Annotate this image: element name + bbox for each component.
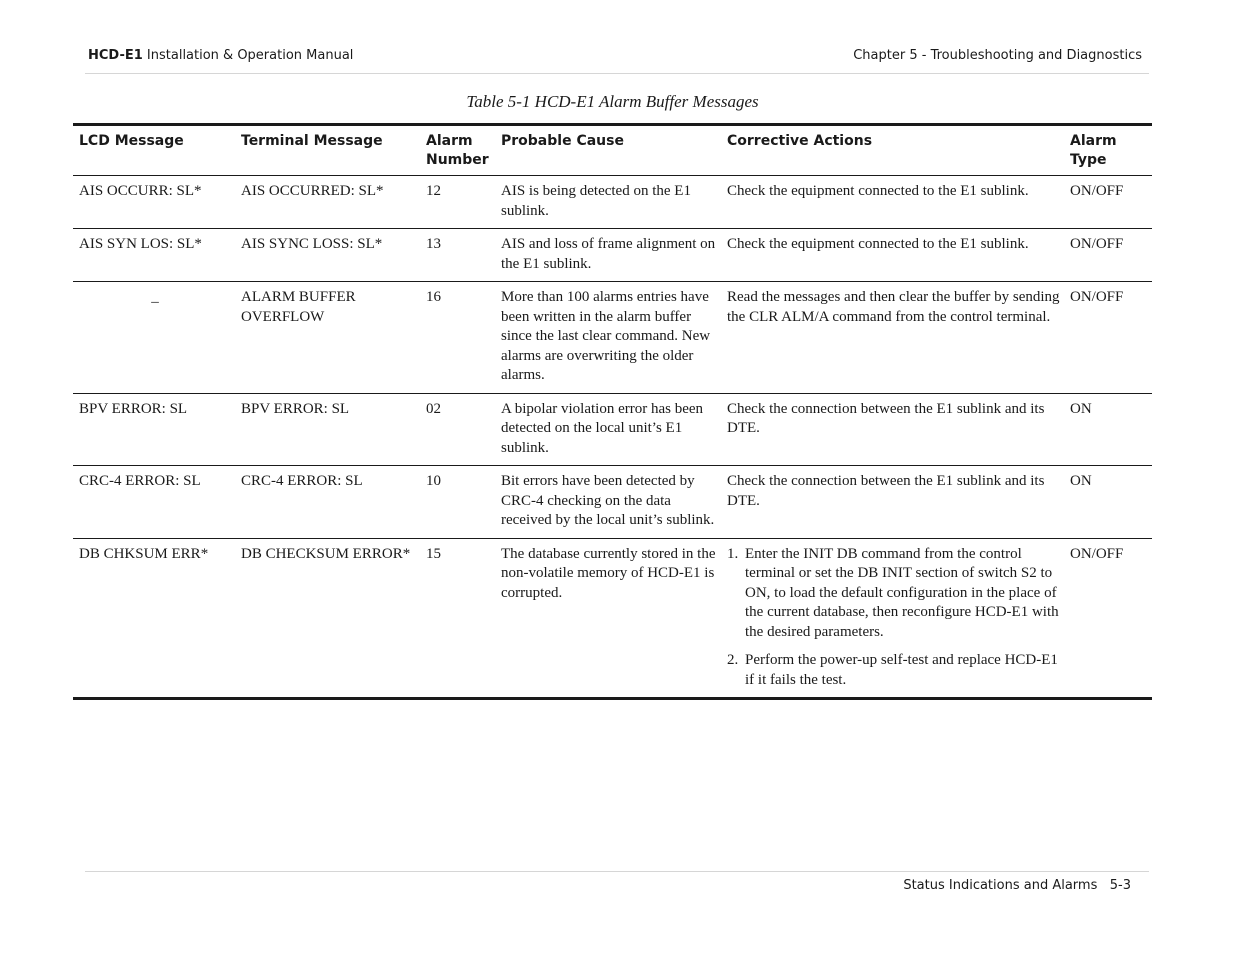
page-number: 5-3 xyxy=(1109,878,1131,893)
terminal-message: BPV ERROR: SL xyxy=(241,400,350,417)
column-header-terminal: Terminal Message xyxy=(241,133,383,149)
alarm-table-container xyxy=(73,123,1152,700)
alarm-type: ON/OFF xyxy=(1070,183,1124,199)
lcd-message: BPV ERROR: SL xyxy=(79,400,188,417)
corrective-action: Check the equipment connected to the E1 sublink. xyxy=(727,236,1029,252)
table-row xyxy=(73,393,1152,466)
table-row xyxy=(73,466,1152,539)
alarm-number: 15 xyxy=(426,545,441,562)
manual-title: Installation & Operation Manual xyxy=(146,48,354,63)
header-divider xyxy=(85,73,1149,74)
page-footer xyxy=(903,878,1131,893)
lcd-message: AIS SYN LOS: SL* xyxy=(79,236,202,252)
corrective-action: Check the connection between the E1 sublink and its DTE. xyxy=(727,473,1045,509)
column-header-type: Alarm Type xyxy=(1070,133,1117,168)
probable-cause: More than 100 alarms entries have been written in the alarm buffer since the last clear command. New alarms are overwriting the older alarms. xyxy=(501,289,711,383)
alarm-type: ON/OFF xyxy=(1070,289,1124,305)
lcd-message: CRC-4 ERROR: SL xyxy=(79,473,201,489)
terminal-message: AIS OCCURRED: SL* xyxy=(241,183,384,199)
action-step xyxy=(727,651,1060,690)
probable-cause: A bipolar violation error has been detected on the local unit’s E1 sublink. xyxy=(501,400,704,456)
column-header-lcd: LCD Message xyxy=(79,133,184,149)
lcd-message: _ xyxy=(151,289,159,305)
column-header-number: Alarm Number xyxy=(426,133,489,168)
alarm-type: ON/OFF xyxy=(1070,545,1124,562)
action-step-text: Enter the INIT DB command from the control terminal or set the DB INIT section of switch S2 to ON, to load the default configuration in the place of the current database, then reconfigure HCD-E1 with the desired parameters. xyxy=(745,545,1059,640)
page-header xyxy=(88,48,1142,74)
probable-cause: AIS is being detected on the E1 sublink. xyxy=(501,183,691,219)
corrective-action: Read the messages and then clear the buffer by sending the CLR ALM/A command from the control terminal. xyxy=(727,289,1060,325)
alarm-buffer-table xyxy=(73,123,1152,700)
action-step xyxy=(727,545,1060,643)
table-header-row xyxy=(73,125,1152,176)
table-row xyxy=(73,538,1152,699)
product-name: HCD-E1 xyxy=(88,48,143,63)
footer-section-title: Status Indications and Alarms xyxy=(903,878,1098,893)
probable-cause: Bit errors have been detected by CRC-4 checking on the data received by the local unit’s sublink. xyxy=(501,473,715,528)
terminal-message: CRC-4 ERROR: SL xyxy=(241,473,363,489)
action-step-number: 2. xyxy=(727,652,739,668)
terminal-message: AIS SYNC LOSS: SL* xyxy=(241,236,383,252)
alarm-type: ON xyxy=(1070,473,1092,489)
column-header-actions: Corrective Actions xyxy=(727,133,873,149)
probable-cause: AIS and loss of frame alignment on the E1 sublink. xyxy=(501,236,716,272)
footer-divider xyxy=(85,871,1149,872)
corrective-action-steps xyxy=(727,545,1060,691)
column-header-cause: Probable Cause xyxy=(501,133,624,149)
action-step-text: Perform the power-up self-test and replace HCD-E1 if it fails the test. xyxy=(745,652,1058,688)
header-left xyxy=(88,48,353,63)
corrective-action xyxy=(721,538,1064,699)
terminal-message: DB CHECKSUM ERROR* xyxy=(241,545,411,562)
corrective-action: Check the connection between the E1 sublink and its DTE. xyxy=(727,400,1045,436)
probable-cause: The database currently stored in the non-volatile memory of HCD-E1 is corrupted. xyxy=(501,545,716,601)
alarm-type: ON/OFF xyxy=(1070,236,1124,252)
alarm-number: 02 xyxy=(426,400,441,417)
lcd-message: DB CHKSUM ERR* xyxy=(79,545,209,562)
lcd-message: AIS OCCURR: SL* xyxy=(79,183,202,199)
chapter-title: Chapter 5 - Troubleshooting and Diagnostics xyxy=(853,48,1142,63)
alarm-number: 10 xyxy=(426,473,441,489)
table-caption: Table 5-1 HCD-E1 Alarm Buffer Messages xyxy=(466,92,759,111)
table-row xyxy=(73,229,1152,282)
terminal-message: ALARM BUFFER OVERFLOW xyxy=(241,289,356,325)
table-row xyxy=(73,176,1152,229)
corrective-action: Check the equipment connected to the E1 sublink. xyxy=(727,183,1029,199)
alarm-type: ON xyxy=(1070,400,1092,417)
action-step-number: 1. xyxy=(727,545,739,562)
alarm-number: 13 xyxy=(426,236,441,252)
table-row xyxy=(73,282,1152,394)
alarm-number: 16 xyxy=(426,289,441,305)
alarm-number: 12 xyxy=(426,183,441,199)
